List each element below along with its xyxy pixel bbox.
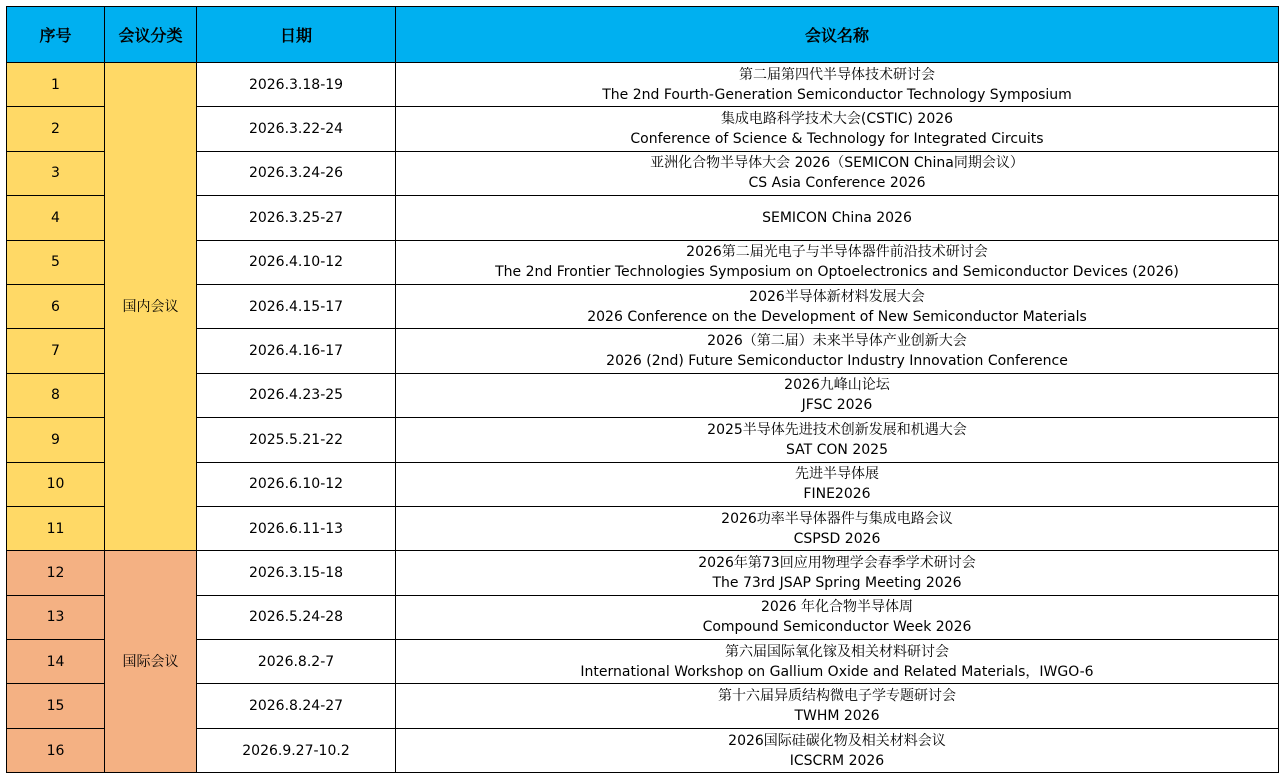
conference-date: 2026.3.22-24 xyxy=(197,107,396,151)
conference-name-en: The 2nd Fourth-Generation Semiconductor Technology Symposium xyxy=(602,86,1072,103)
conference-name xyxy=(396,284,1279,328)
conference-date: 2026.9.27-10.2 xyxy=(197,728,396,772)
table-row xyxy=(7,640,1279,684)
conference-name-zh: 2026九峰山论坛 xyxy=(784,377,890,394)
conference-name xyxy=(396,595,1279,639)
header-row xyxy=(7,7,1279,63)
conference-name-en: Compound Semiconductor Week 2026 xyxy=(702,619,972,636)
table-row xyxy=(7,196,1279,240)
table-row xyxy=(7,506,1279,550)
conference-name-en: 2026 Conference on the Development of New Semiconductor Materials xyxy=(587,308,1087,325)
conference-name-en: JFSC 2026 xyxy=(801,397,873,414)
conference-date: 2026.4.15-17 xyxy=(197,284,396,328)
conference-date: 2026.4.10-12 xyxy=(197,240,396,284)
row-number: 12 xyxy=(7,551,105,595)
conference-name-en: CSPSD 2026 xyxy=(793,530,881,547)
row-number: 6 xyxy=(7,284,105,328)
conference-name xyxy=(396,373,1279,417)
conference-name-zh: 2026国际硅碳化物及相关材料会议 xyxy=(728,732,946,749)
conference-date: 2026.6.11-13 xyxy=(197,506,396,550)
conference-name-en: 2026 (2nd) Future Semiconductor Industry Innovation Conference xyxy=(606,353,1068,370)
row-number: 13 xyxy=(7,595,105,639)
conference-name xyxy=(396,640,1279,684)
table-row xyxy=(7,684,1279,728)
conference-name-en: CS Asia Conference 2026 xyxy=(748,175,926,192)
category-international: 国际会议 xyxy=(105,551,197,773)
conference-name-zh: 2026第二届光电子与半导体器件前沿技术研讨会 xyxy=(686,244,988,261)
table-row xyxy=(7,595,1279,639)
table-row xyxy=(7,462,1279,506)
conference-name xyxy=(396,684,1279,728)
table-row xyxy=(7,63,1279,107)
conference-name-zh: 先进半导体展 xyxy=(795,466,879,483)
conference-date: 2026.3.15-18 xyxy=(197,551,396,595)
conference-name-en: International Workshop on Gallium Oxide and Related Materials，IWGO-6 xyxy=(580,663,1094,680)
conference-date: 2026.8.24-27 xyxy=(197,684,396,728)
conference-name-en: SAT CON 2025 xyxy=(786,441,888,458)
conference-name xyxy=(396,506,1279,550)
row-number: 5 xyxy=(7,240,105,284)
conference-table xyxy=(6,6,1279,773)
conference-date: 2026.3.24-26 xyxy=(197,151,396,195)
conference-name xyxy=(396,63,1279,107)
conference-date: 2026.3.18-19 xyxy=(197,63,396,107)
conference-name-en: ICSCRM 2026 xyxy=(789,752,885,769)
conference-name-zh: 第六届国际氧化镓及相关材料研讨会 xyxy=(725,643,949,660)
conference-name xyxy=(396,196,1279,240)
table-row xyxy=(7,418,1279,462)
conference-name-en: The 73rd JSAP Spring Meeting 2026 xyxy=(712,574,962,591)
conference-name xyxy=(396,240,1279,284)
conference-name xyxy=(396,329,1279,373)
row-number: 15 xyxy=(7,684,105,728)
row-number: 16 xyxy=(7,728,105,772)
conference-name xyxy=(396,151,1279,195)
conference-date: 2026.6.10-12 xyxy=(197,462,396,506)
row-number: 3 xyxy=(7,151,105,195)
table-row xyxy=(7,240,1279,284)
conference-name-en: FINE2026 xyxy=(803,486,871,503)
header-category: 会议分类 xyxy=(105,7,197,63)
conference-date: 2025.5.21-22 xyxy=(197,418,396,462)
row-number: 1 xyxy=(7,63,105,107)
row-number: 8 xyxy=(7,373,105,417)
row-number: 7 xyxy=(7,329,105,373)
header-name: 会议名称 xyxy=(396,7,1279,63)
conference-name-en: The 2nd Frontier Technologies Symposium on Optoelectronics and Semiconductor Devices (2026) xyxy=(495,264,1179,281)
table-row xyxy=(7,551,1279,595)
conference-name xyxy=(396,551,1279,595)
header-date: 日期 xyxy=(197,7,396,63)
conference-name-zh: 2026 年化合物半导体周 xyxy=(760,599,914,616)
row-number: 4 xyxy=(7,196,105,240)
table-row xyxy=(7,373,1279,417)
conference-name-zh: 亚洲化合物半导体大会 2026（SEMICON China同期会议） xyxy=(650,155,1024,172)
table-row xyxy=(7,107,1279,151)
table-row xyxy=(7,329,1279,373)
conference-name-zh: 集成电路科学技术大会(CSTIC) 2026 xyxy=(720,111,954,128)
row-number: 10 xyxy=(7,462,105,506)
conference-name xyxy=(396,462,1279,506)
conference-date: 2026.3.25-27 xyxy=(197,196,396,240)
conference-name-zh: 2026（第二届）未来半导体产业创新大会 xyxy=(707,333,967,350)
conference-name-en: TWHM 2026 xyxy=(794,708,880,725)
row-number: 11 xyxy=(7,506,105,550)
conference-name-zh: 2026半导体新材料发展大会 xyxy=(749,288,925,305)
conference-name-en: Conference of Science & Technology for Integrated Circuits xyxy=(630,131,1044,148)
conference-name-zh: 2026年第73回应用物理学会春季学术研讨会 xyxy=(698,554,976,571)
table-row xyxy=(7,728,1279,772)
conference-date: 2026.8.2-7 xyxy=(197,640,396,684)
conference-date: 2026.5.24-28 xyxy=(197,595,396,639)
conference-date: 2026.4.23-25 xyxy=(197,373,396,417)
conference-name-zh: 第十六届异质结构微电子学专题研讨会 xyxy=(718,688,956,705)
conference-name-zh: 2026功率半导体器件与集成电路会议 xyxy=(721,510,953,527)
conference-name-zh: SEMICON China 2026 xyxy=(762,209,912,226)
conference-name xyxy=(396,107,1279,151)
category-domestic: 国内会议 xyxy=(105,63,197,551)
conference-name xyxy=(396,728,1279,772)
row-number: 2 xyxy=(7,107,105,151)
header-no: 序号 xyxy=(7,7,105,63)
conference-name-zh: 第二届第四代半导体技术研讨会 xyxy=(739,66,935,83)
row-number: 9 xyxy=(7,418,105,462)
row-number: 14 xyxy=(7,640,105,684)
conference-date: 2026.4.16-17 xyxy=(197,329,396,373)
table-row xyxy=(7,151,1279,195)
conference-name-zh: 2025半导体先进技术创新发展和机遇大会 xyxy=(707,421,967,438)
table-row xyxy=(7,284,1279,328)
conference-name xyxy=(396,418,1279,462)
